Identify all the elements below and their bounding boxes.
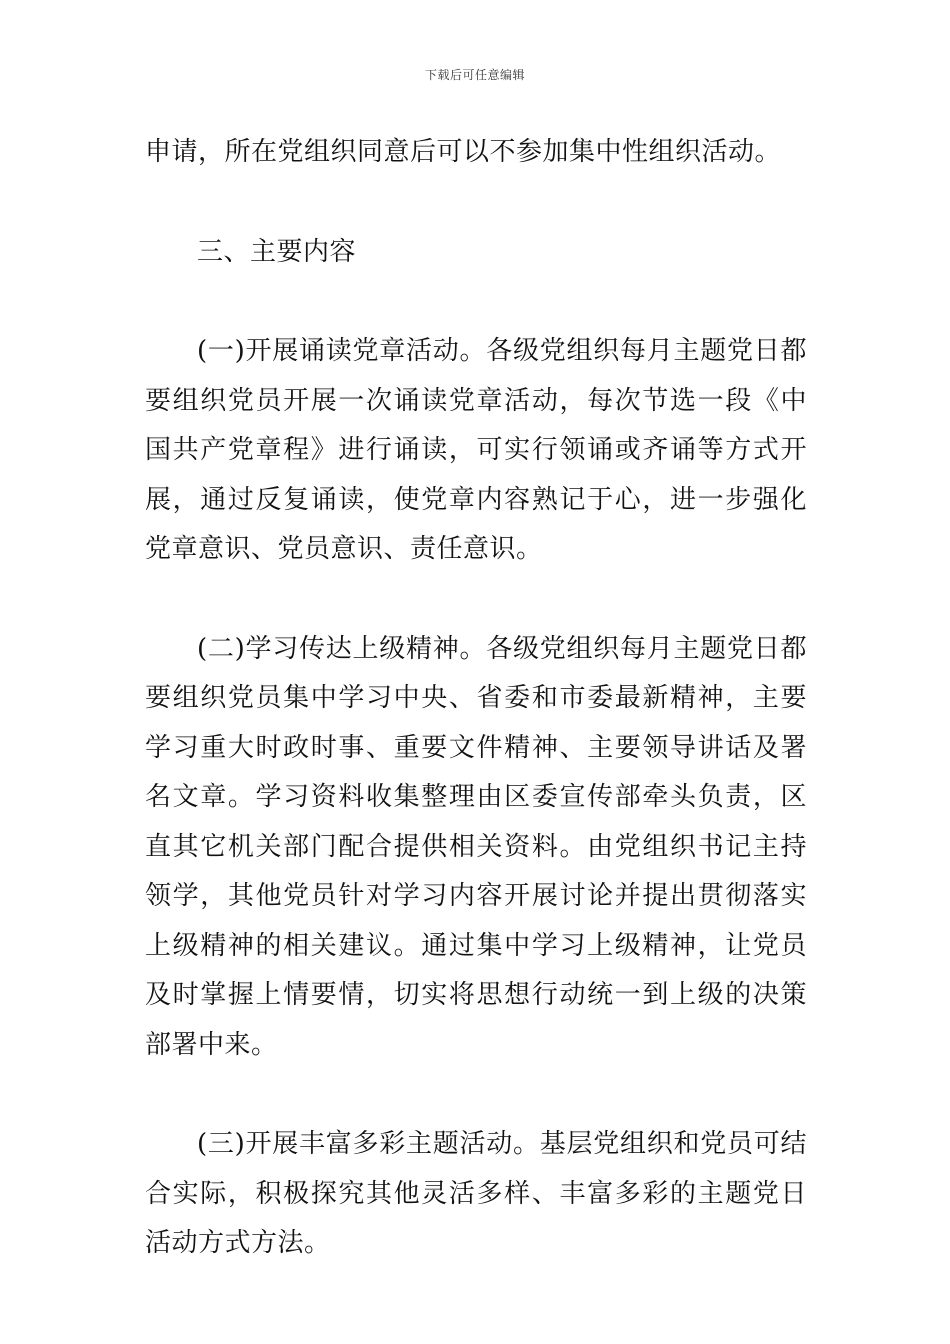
section-heading: 三、主要内容 (197, 236, 357, 267)
document-body (145, 128, 807, 1269)
paragraph-item-1: (一)开展诵读党章活动。各级党组织每月主题党日都要组织党员开展一次诵读党章活动，每次节选一段《中国共产党章程》进行诵读，可实行领诵或齐诵等方式开展，通过反复诵读，使党章内容熟记于心，进一步强化党章意识、党员意识、责任意识。 (145, 336, 807, 564)
page-header: 下载后可任意编辑 (424, 68, 525, 82)
paragraph-item-3: (三)开展丰富多彩主题活动。基层党组织和党员可结合实际，积极探究其他灵活多样、丰富多彩的主题党日活动方式方法。 (145, 1129, 807, 1258)
paragraph-item-2: (二)学习传达上级精神。各级党组织每月主题党日都要组织党员集中学习中央、省委和市委最新精神，主要学习重大时政时事、重要文件精神、主要领导讲话及署名文章。学习资料收集整理由区委宣传部牵头负责，区直其它机关部门配合提供相关资料。由党组织书记主持领学，其他党员针对学习内容开展讨论并提出贯彻落实上级精神的相关建议。通过集中学习上级精神，让党员及时掌握上情要情，切实将思想行动统一到上级的决策部署中来。 (145, 633, 807, 1060)
paragraph-continuation: 申请，所在党组织同意后可以不参加集中性组织活动。 (145, 137, 782, 167)
